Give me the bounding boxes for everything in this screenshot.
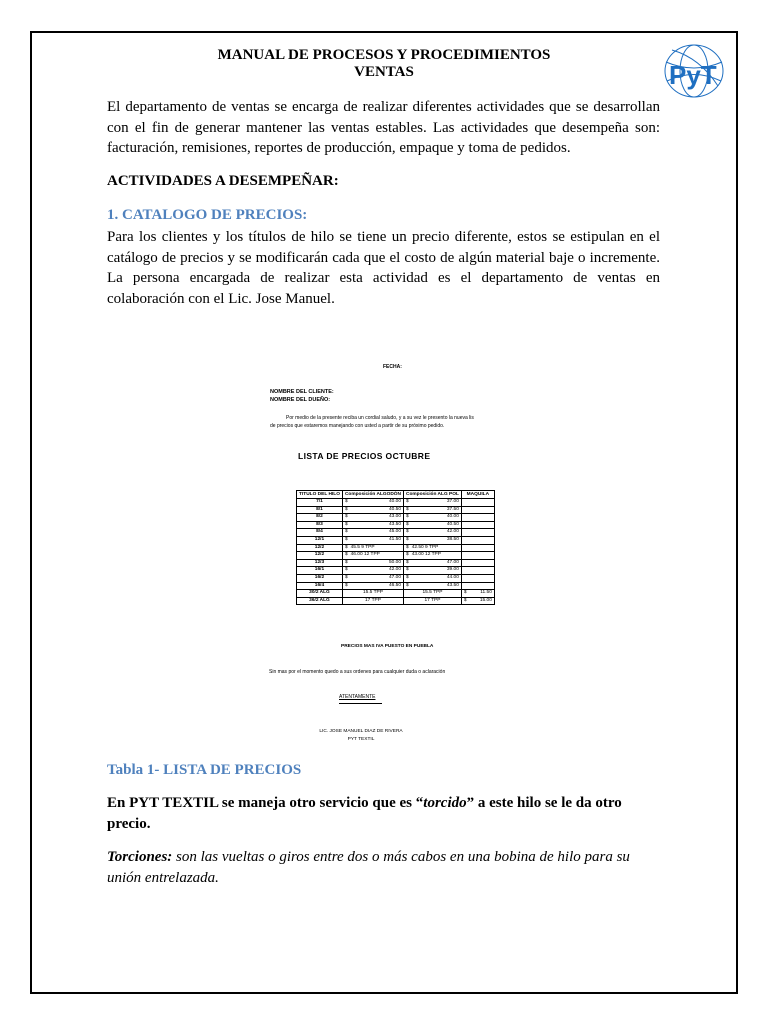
cell-titulo: 8/2 (297, 514, 343, 522)
currency-sign: $ (406, 506, 409, 512)
signer-block (317, 728, 405, 744)
cell-value: 15.5 TPP (422, 590, 443, 596)
cell-value: 39.00 (446, 567, 459, 573)
cell-value: 37.50 (446, 506, 459, 512)
title-line-1: MANUAL DE PROCESOS Y PROCEDIMIENTOS (217, 47, 551, 63)
cell-titulo: 16/1 (297, 567, 343, 575)
cell-titulo: 16/4 (297, 582, 343, 590)
cell-alg-pol (404, 567, 462, 575)
cell-value: 46.00 12 TPP (350, 552, 380, 558)
cell-maquila (461, 552, 494, 560)
cell-algodon (342, 582, 403, 590)
cell-value: 42.50 9 TPP (411, 544, 439, 550)
cell-maquila (461, 499, 494, 507)
col-maquila: MAQUILA (461, 491, 494, 499)
cell-alg-pol (404, 552, 462, 560)
cell-value: 44.00 (446, 574, 459, 580)
currency-sign: $ (406, 582, 409, 588)
cell-value: 43.00 12 TPP (411, 552, 441, 558)
cell-maquila (461, 536, 494, 544)
cell-value: 43.50 (446, 582, 459, 588)
currency-sign: $ (406, 567, 409, 573)
cell-algodon (342, 544, 403, 552)
cell-value: 43.50 (389, 521, 402, 527)
cell-alg-pol (404, 499, 462, 507)
cell-maquila (461, 590, 494, 598)
cell-maquila (461, 521, 494, 529)
currency-sign: $ (344, 582, 348, 588)
letter-intro-line1: Por medio de la presente reciba un cordial saludo, y a su vez le presento la nueva lis (286, 415, 474, 421)
cell-alg-pol (404, 529, 462, 537)
price-table (296, 490, 495, 605)
cell-maquila (461, 582, 494, 590)
cell-algodon (342, 529, 403, 537)
cell-maquila (461, 559, 494, 567)
signer-name: LIC. JOSE MANUEL DIAZ DE RIVERA (319, 729, 403, 734)
price-table-body (297, 499, 495, 605)
cell-titulo: 16/2 (297, 574, 343, 582)
cell-titulo: 36/2 ALG (297, 597, 343, 605)
cell-value: 17 TPP (424, 597, 441, 603)
currency-sign: $ (344, 529, 348, 535)
torciones-term: Torciones: (107, 849, 173, 865)
cell-alg-pol (404, 582, 462, 590)
currency-sign: $ (344, 506, 348, 512)
currency-sign: $ (406, 529, 409, 535)
atentamente: ATENTAMENTE (339, 694, 376, 700)
title-line-2: VENTAS (354, 64, 414, 80)
signer-company: PYT TEXTIL (347, 737, 375, 742)
cell-value: 40.50 (446, 521, 459, 527)
currency-sign: $ (463, 597, 467, 603)
atentamente-signature-line (339, 703, 382, 704)
table-caption: Tabla 1- LISTA DE PRECIOS (107, 762, 302, 778)
cell-maquila (461, 597, 494, 605)
price-table-row (297, 597, 495, 605)
col-titulo: TITULO DEL HILO (297, 491, 343, 499)
torciones-paragraph (107, 847, 660, 888)
cell-value: 45.00 (389, 529, 402, 535)
cell-alg-pol (404, 521, 462, 529)
torcido-paragraph (107, 793, 660, 834)
currency-sign: $ (406, 559, 409, 565)
cell-alg-pol (404, 544, 462, 552)
owner-label: NOMBRE DEL DUEÑO: (270, 396, 331, 403)
cell-value: 42.00 (446, 529, 459, 535)
cell-titulo: 12/2 (297, 552, 343, 560)
document-title (140, 47, 628, 81)
letter-closing: Sin mas por el momento quedo a sus ordenes para cualquier duda o aclaración (269, 669, 446, 675)
letter-client-block (270, 389, 334, 404)
currency-sign: $ (344, 559, 348, 565)
currency-sign: $ (344, 544, 348, 550)
letter-intro-line2: de precios que estaremos manejando con usted a partir de su próximo pedido. (270, 423, 445, 429)
cell-alg-pol (404, 559, 462, 567)
cell-titulo: 12/2 (297, 544, 343, 552)
price-table-row (297, 506, 495, 514)
intro-paragraph: El departamento de ventas se encarga de realizar diferentes actividades que se desarrollan con el fin de generar mantener las ventas estables. Las actividades que desempeña son: facturación, remisiones, reportes de producción, empaque y toma de pedidos. (107, 99, 660, 156)
cell-titulo: 12/3 (297, 559, 343, 567)
letter-fecha: FECHA: (383, 364, 402, 370)
price-table-row (297, 590, 495, 598)
price-table-row (297, 521, 495, 529)
cell-value: 41.50 (389, 536, 402, 542)
cell-algodon (342, 574, 403, 582)
cell-maquila (461, 544, 494, 552)
cell-algodon (342, 590, 403, 598)
logo-letters: PyT (669, 60, 717, 90)
cell-value: 43.00 (389, 514, 402, 520)
cell-alg-pol (404, 597, 462, 605)
price-table-row (297, 529, 495, 537)
currency-sign: $ (344, 574, 348, 580)
price-table-row (297, 552, 495, 560)
cell-maquila (461, 574, 494, 582)
cell-titulo: 12/1 (297, 536, 343, 544)
cell-maquila (461, 506, 494, 514)
cell-value: 17 TPP (365, 597, 381, 603)
currency-sign: $ (406, 499, 409, 504)
price-table-row (297, 559, 495, 567)
currency-sign: $ (344, 552, 348, 558)
cell-algodon (342, 559, 403, 567)
cell-value: 42.00 (389, 567, 402, 573)
currency-sign: $ (463, 590, 467, 596)
col-alg-pol: Composición ALG POL (404, 491, 462, 499)
price-table-row (297, 514, 495, 522)
cell-algodon (342, 536, 403, 544)
cell-value: 40.00 (389, 499, 402, 504)
cell-value: 45.5 9 TPP (350, 544, 375, 550)
torcido-term: torcido (423, 795, 467, 811)
currency-sign: $ (406, 521, 409, 527)
price-table-row (297, 499, 495, 507)
price-table-row (297, 567, 495, 575)
pyt-globe-logo-icon (660, 40, 728, 102)
activities-heading: ACTIVIDADES A DESEMPEÑAR: (107, 173, 339, 189)
cell-algodon (342, 552, 403, 560)
cell-value: 11.50 (480, 590, 492, 596)
catalog-paragraph: Para los clientes y los títulos de hilo se tiene un precio diferente, estos se estipulan en el catálogo de precios y se modificarán cada que el costo de algún material baje o incremente. La persona encargada de realizar esta actividad es el departamento de ventas en colaboración con el Lic. Jose Manuel. (107, 229, 660, 307)
cell-algodon (342, 514, 403, 522)
torcido-after: ” a este hilo se le da otro precio. (107, 795, 622, 832)
client-label: NOMBRE DEL CLIENTE: (270, 389, 334, 395)
currency-sign: $ (406, 544, 409, 550)
cell-titulo: 30/2 ALG (297, 590, 343, 598)
cell-titulo: 8/1 (297, 506, 343, 514)
cell-algodon (342, 597, 403, 605)
torciones-definition: son las vueltas o giros entre dos o más cabos en una bobina de hilo para su unión entrelazada. (107, 849, 630, 886)
price-table-row (297, 582, 495, 590)
cell-algodon (342, 567, 403, 575)
cell-value: 50.00 (389, 559, 402, 565)
price-table-row (297, 574, 495, 582)
cell-alg-pol (404, 536, 462, 544)
cell-algodon (342, 521, 403, 529)
price-table-row (297, 536, 495, 544)
cell-alg-pol (404, 506, 462, 514)
cell-alg-pol (404, 514, 462, 522)
cell-value: 46.50 (389, 582, 402, 588)
cell-value: 47.00 (446, 559, 459, 565)
cell-value: 40.50 (389, 506, 402, 512)
cell-alg-pol (404, 590, 462, 598)
cell-algodon (342, 506, 403, 514)
cell-maquila (461, 514, 494, 522)
torcido-before: En PYT TEXTIL se maneja otro servicio que es “ (107, 795, 424, 811)
cell-value: 15.5 TPP (363, 590, 383, 596)
currency-sign: $ (344, 536, 348, 542)
cell-value: 47.00 (389, 574, 402, 580)
currency-sign: $ (406, 514, 409, 520)
currency-sign: $ (406, 574, 409, 580)
cell-value: 40.00 (446, 514, 459, 520)
cell-algodon (342, 499, 403, 507)
cell-titulo: 8/3 (297, 521, 343, 529)
catalog-heading: 1. CATALOGO DE PRECIOS: (107, 207, 308, 223)
currency-sign: $ (344, 521, 348, 527)
cell-titulo: 7/1 (297, 499, 343, 507)
currency-sign: $ (344, 514, 348, 520)
currency-sign: $ (344, 567, 348, 573)
currency-sign: $ (344, 499, 348, 504)
currency-sign: $ (406, 552, 409, 558)
price-list-title: LISTA DE PRECIOS OCTUBRE (298, 451, 431, 461)
col-algodon: Composición ALGODÓN (342, 491, 403, 499)
currency-sign: $ (406, 536, 409, 542)
cell-value: 37.00 (446, 499, 459, 504)
cell-value: 38.50 (446, 536, 459, 542)
price-table-row (297, 544, 495, 552)
cell-alg-pol (404, 574, 462, 582)
cell-maquila (461, 529, 494, 537)
letter-intro (270, 414, 510, 430)
cell-maquila (461, 567, 494, 575)
price-table-header (297, 491, 495, 499)
cell-value: 15.00 (479, 597, 492, 603)
cell-titulo: 8/4 (297, 529, 343, 537)
iva-note: PRECIOS MAS IVA PUESTO EN PUEBLA (341, 644, 434, 649)
